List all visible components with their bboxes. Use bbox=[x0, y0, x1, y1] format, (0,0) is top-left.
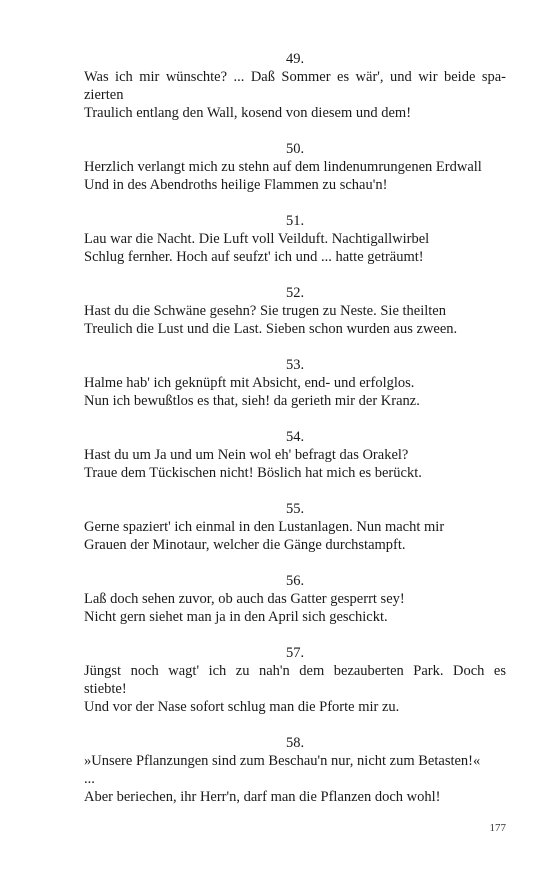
stanza-56 bbox=[84, 572, 506, 626]
stanza-number: 54. bbox=[285, 429, 305, 445]
verse-line: Hast du um Ja und um Nein wol eh' befragt das Orakel? bbox=[84, 447, 409, 463]
stanza-58 bbox=[84, 734, 506, 806]
stanza-number: 55. bbox=[285, 501, 305, 517]
stanza-number: 53. bbox=[285, 357, 305, 373]
verse-line: Lau war die Nacht. Die Luft voll Veilduft. Nachtigallwirbel bbox=[84, 231, 430, 247]
stanza-55 bbox=[84, 500, 506, 554]
verse-line: Herzlich verlangt mich zu stehn auf dem lindenumrungenen Erdwall bbox=[84, 159, 482, 175]
verse-line: Schlug fernher. Hoch auf seufzt' ich und ... hatte geträumt! bbox=[84, 249, 424, 265]
verse-line: »Unsere Pflanzungen sind zum Beschau'n nur, nicht zum Betasten!« bbox=[84, 753, 481, 769]
verse-line: Halme hab' ich geknüpft mit Absicht, end- und erfolglos. bbox=[84, 375, 415, 391]
stanza-number: 57. bbox=[285, 645, 305, 661]
stanza-number: 52. bbox=[285, 285, 305, 301]
verse-line: Hast du die Schwäne gesehn? Sie trugen zu Neste. Sie theilten bbox=[84, 303, 446, 319]
verse-line: Und in des Abendroths heilige Flammen zu schau'n! bbox=[84, 177, 388, 193]
stanza-50 bbox=[84, 140, 506, 194]
verse-line: Nicht gern siehet man ja in den April sich geschickt. bbox=[84, 609, 388, 625]
stanza-53 bbox=[84, 356, 506, 410]
verse-line: Traue dem Tückischen nicht! Böslich hat mich es berückt. bbox=[84, 465, 422, 481]
verse-line: ... bbox=[84, 771, 95, 787]
page-number: 177 bbox=[489, 822, 506, 834]
verse-line: Was ich mir wünschte? ... Daß Sommer es wär', und wir beide spa- bbox=[84, 69, 506, 85]
verse-line: Treulich die Lust und die Last. Sieben schon wurden aus zween. bbox=[84, 321, 458, 337]
verse-line: zierten bbox=[84, 87, 124, 103]
verse-line: Jüngst noch wagt' ich zu nah'n dem bezauberten Park. Doch es bbox=[84, 663, 506, 679]
verse-line: Gerne spaziert' ich einmal in den Lustanlagen. Nun macht mir bbox=[84, 519, 445, 535]
stanza-number: 51. bbox=[285, 213, 305, 229]
stanza-54 bbox=[84, 428, 506, 482]
stanza-number: 50. bbox=[285, 141, 305, 157]
stanza-57 bbox=[84, 644, 506, 716]
verse-line: Und vor der Nase sofort schlug man die Pforte mir zu. bbox=[84, 699, 400, 715]
poem-body bbox=[84, 50, 506, 824]
stanza-number: 56. bbox=[285, 573, 305, 589]
verse-line: Traulich entlang den Wall, kosend von diesem und dem! bbox=[84, 105, 412, 121]
stanza-number: 58. bbox=[285, 735, 305, 751]
stanza-52 bbox=[84, 284, 506, 338]
stanza-49 bbox=[84, 50, 506, 122]
verse-line: Aber beriechen, ihr Herr'n, darf man die Pflanzen doch wohl! bbox=[84, 789, 441, 805]
stanza-number: 49. bbox=[285, 51, 305, 67]
verse-line: Laß doch sehen zuvor, ob auch das Gatter gesperrt sey! bbox=[84, 591, 405, 607]
verse-line: Grauen der Minotaur, welcher die Gänge durchstampft. bbox=[84, 537, 406, 553]
verse-line: stiebte! bbox=[84, 681, 127, 697]
stanza-51 bbox=[84, 212, 506, 266]
verse-line: Nun ich bewußtlos es that, sieh! da gerieth mir der Kranz. bbox=[84, 393, 420, 409]
